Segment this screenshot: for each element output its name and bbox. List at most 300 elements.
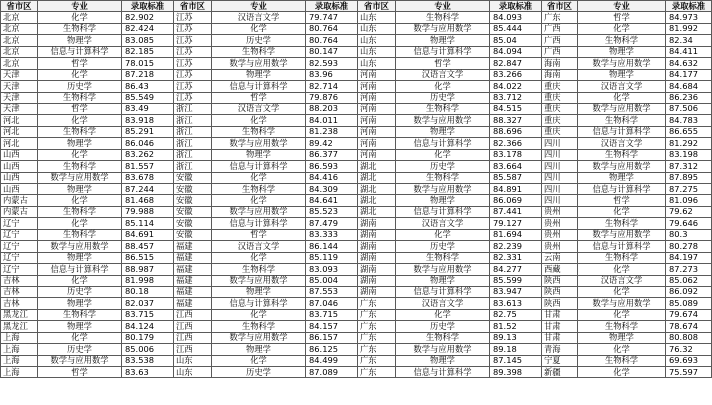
province-cell: 江苏 <box>174 35 212 46</box>
major-cell: 化学 <box>212 172 306 183</box>
score-cell: 76.32 <box>666 344 712 355</box>
score-cell: 83.715 <box>306 309 358 320</box>
province-cell: 湖北 <box>358 195 396 206</box>
table-row <box>1 23 712 34</box>
header-score-2: 录取标准 <box>306 1 358 12</box>
province-cell: 浙江 <box>174 103 212 114</box>
major-cell: 历史学 <box>38 344 122 355</box>
province-cell: 重庆 <box>542 81 578 92</box>
province-cell: 江西 <box>174 309 212 320</box>
table-body <box>1 12 712 378</box>
score-cell: 88.203 <box>306 103 358 114</box>
major-cell: 生物科学 <box>212 184 306 195</box>
major-cell: 信息与计算科学 <box>38 46 122 57</box>
major-cell: 物理学 <box>578 69 666 80</box>
score-cell: 86.43 <box>122 81 174 92</box>
major-cell: 化学 <box>578 23 666 34</box>
major-cell: 信息与计算科学 <box>212 81 306 92</box>
score-cell: 84.124 <box>122 321 174 332</box>
major-cell: 信息与计算科学 <box>212 218 306 229</box>
province-cell: 广东 <box>358 367 396 378</box>
province-cell: 内蒙古 <box>1 206 38 217</box>
province-cell: 北京 <box>1 46 38 57</box>
major-cell: 历史学 <box>38 81 122 92</box>
major-cell: 数学与应用数学 <box>396 264 490 275</box>
province-cell: 江苏 <box>174 46 212 57</box>
major-cell: 数学与应用数学 <box>396 344 490 355</box>
province-cell: 西藏 <box>542 264 578 275</box>
major-cell: 化学 <box>396 149 490 160</box>
table-row <box>1 286 712 297</box>
major-cell: 历史学 <box>38 286 122 297</box>
score-cell: 87.275 <box>666 184 712 195</box>
province-cell: 河南 <box>358 149 396 160</box>
province-cell: 黑龙江 <box>1 321 38 332</box>
major-cell: 物理学 <box>38 138 122 149</box>
province-cell: 四川 <box>542 161 578 172</box>
province-cell: 河南 <box>358 126 396 137</box>
province-cell: 河南 <box>358 92 396 103</box>
province-cell: 江苏 <box>174 23 212 34</box>
score-cell: 84.177 <box>666 69 712 80</box>
score-cell: 84.499 <box>306 355 358 366</box>
major-cell: 化学 <box>38 12 122 23</box>
province-cell: 安徽 <box>174 229 212 240</box>
major-cell: 物理学 <box>396 195 490 206</box>
province-cell: 辽宁 <box>1 218 38 229</box>
table-row <box>1 184 712 195</box>
major-cell: 哲学 <box>212 92 306 103</box>
table-row <box>1 103 712 114</box>
score-cell: 80.179 <box>122 332 174 343</box>
score-cell: 89.13 <box>490 332 542 343</box>
table-row <box>1 321 712 332</box>
major-cell: 生物科学 <box>212 264 306 275</box>
province-cell: 山西 <box>1 161 38 172</box>
province-cell: 四川 <box>542 172 578 183</box>
score-cell: 87.553 <box>306 286 358 297</box>
province-cell: 安徽 <box>174 206 212 217</box>
score-cell: 85.062 <box>666 275 712 286</box>
header-province-2: 省市区 <box>174 1 212 12</box>
province-cell: 广西 <box>542 35 578 46</box>
major-cell: 物理学 <box>578 332 666 343</box>
major-cell: 数学与应用数学 <box>396 184 490 195</box>
province-cell: 安徽 <box>174 195 212 206</box>
major-cell: 汉语言文学 <box>212 12 306 23</box>
province-cell: 江苏 <box>174 69 212 80</box>
score-cell: 87.506 <box>666 103 712 114</box>
major-cell: 数学与应用数学 <box>212 206 306 217</box>
province-cell: 重庆 <box>542 92 578 103</box>
major-cell: 信息与计算科学 <box>212 161 306 172</box>
province-cell: 浙江 <box>174 115 212 126</box>
score-cell: 86.157 <box>306 332 358 343</box>
province-cell: 河南 <box>358 81 396 92</box>
score-cell: 69.693 <box>666 355 712 366</box>
province-cell: 天津 <box>1 92 38 103</box>
province-cell: 吉林 <box>1 286 38 297</box>
major-cell: 物理学 <box>38 252 122 263</box>
score-cell: 83.613 <box>490 298 542 309</box>
major-cell: 化学 <box>578 309 666 320</box>
major-cell: 生物科学 <box>212 126 306 137</box>
table-row <box>1 275 712 286</box>
score-cell: 80.764 <box>306 35 358 46</box>
province-cell: 浙江 <box>174 138 212 149</box>
major-cell: 数学与应用数学 <box>578 58 666 69</box>
score-cell: 86.593 <box>306 161 358 172</box>
province-cell: 江西 <box>174 321 212 332</box>
score-cell: 85.291 <box>122 126 174 137</box>
major-cell: 化学 <box>578 286 666 297</box>
table-row <box>1 195 712 206</box>
major-cell: 物理学 <box>38 184 122 195</box>
score-cell: 85.04 <box>490 35 542 46</box>
province-cell: 安徽 <box>174 184 212 195</box>
score-cell: 75.597 <box>666 367 712 378</box>
table-row <box>1 309 712 320</box>
table-row <box>1 35 712 46</box>
score-cell: 84.641 <box>306 195 358 206</box>
score-cell: 85.089 <box>666 298 712 309</box>
major-cell: 物理学 <box>212 69 306 80</box>
score-cell: 88.696 <box>490 126 542 137</box>
province-cell: 内蒙古 <box>1 195 38 206</box>
major-cell: 生物科学 <box>578 218 666 229</box>
score-cell: 84.684 <box>666 81 712 92</box>
province-cell: 湖北 <box>358 161 396 172</box>
province-cell: 天津 <box>1 69 38 80</box>
score-cell: 84.891 <box>490 184 542 195</box>
score-cell: 82.037 <box>122 298 174 309</box>
table-row <box>1 218 712 229</box>
table-row <box>1 126 712 137</box>
score-cell: 87.312 <box>666 161 712 172</box>
major-cell: 汉语言文学 <box>578 81 666 92</box>
province-cell: 湖南 <box>358 252 396 263</box>
province-cell: 福建 <box>174 275 212 286</box>
major-cell: 生物科学 <box>578 321 666 332</box>
major-cell: 化学 <box>38 115 122 126</box>
score-cell: 79.876 <box>306 92 358 103</box>
province-cell: 四川 <box>542 138 578 149</box>
province-cell: 新疆 <box>542 367 578 378</box>
province-cell: 辽宁 <box>1 264 38 275</box>
province-cell: 江苏 <box>174 58 212 69</box>
table-row <box>1 367 712 378</box>
province-cell: 河南 <box>358 115 396 126</box>
major-cell: 信息与计算科学 <box>396 138 490 149</box>
province-cell: 江苏 <box>174 92 212 103</box>
province-cell: 广东 <box>358 298 396 309</box>
province-cell: 吉林 <box>1 298 38 309</box>
header-major-1: 专业 <box>38 1 122 12</box>
table-row <box>1 69 712 80</box>
score-cell: 83.715 <box>122 309 174 320</box>
major-cell: 哲学 <box>578 195 666 206</box>
province-cell: 四川 <box>542 184 578 195</box>
major-cell: 汉语言文学 <box>396 69 490 80</box>
score-cell: 85.119 <box>306 252 358 263</box>
province-cell: 黑龙江 <box>1 309 38 320</box>
score-cell: 88.987 <box>122 264 174 275</box>
score-cell: 82.847 <box>490 58 542 69</box>
province-cell: 吉林 <box>1 275 38 286</box>
major-cell: 数学与应用数学 <box>578 229 666 240</box>
province-cell: 山西 <box>1 172 38 183</box>
score-cell: 84.094 <box>490 46 542 57</box>
score-cell: 89.398 <box>490 367 542 378</box>
score-cell: 81.992 <box>666 23 712 34</box>
province-cell: 北京 <box>1 58 38 69</box>
province-cell: 陕西 <box>542 298 578 309</box>
table-row <box>1 92 712 103</box>
major-cell: 物理学 <box>578 172 666 183</box>
table-row <box>1 58 712 69</box>
province-cell: 山东 <box>358 35 396 46</box>
province-cell: 浙江 <box>174 161 212 172</box>
score-cell: 81.238 <box>306 126 358 137</box>
table-row <box>1 344 712 355</box>
major-cell: 化学 <box>396 81 490 92</box>
major-cell: 信息与计算科学 <box>396 286 490 297</box>
province-cell: 海南 <box>542 69 578 80</box>
province-cell: 湖南 <box>358 241 396 252</box>
province-cell: 广东 <box>358 355 396 366</box>
score-cell: 87.218 <box>122 69 174 80</box>
score-cell: 89.18 <box>490 344 542 355</box>
major-cell: 化学 <box>578 367 666 378</box>
score-cell: 85.006 <box>122 344 174 355</box>
province-cell: 河北 <box>1 126 38 137</box>
province-cell: 辽宁 <box>1 229 38 240</box>
score-cell: 80.278 <box>666 241 712 252</box>
major-cell: 化学 <box>212 195 306 206</box>
score-cell: 81.096 <box>666 195 712 206</box>
province-cell: 湖北 <box>358 172 396 183</box>
major-cell: 物理学 <box>396 35 490 46</box>
score-cell: 84.691 <box>122 229 174 240</box>
province-cell: 陕西 <box>542 275 578 286</box>
province-cell: 浙江 <box>174 149 212 160</box>
province-cell: 湖南 <box>358 275 396 286</box>
province-cell: 河南 <box>358 103 396 114</box>
score-cell: 86.069 <box>490 195 542 206</box>
province-cell: 福建 <box>174 241 212 252</box>
score-cell: 80.147 <box>306 46 358 57</box>
table-row <box>1 161 712 172</box>
province-cell: 湖南 <box>358 218 396 229</box>
major-cell: 哲学 <box>578 12 666 23</box>
score-cell: 85.523 <box>306 206 358 217</box>
province-cell: 广东 <box>358 332 396 343</box>
major-cell: 哲学 <box>38 103 122 114</box>
header-score-4: 录取标准 <box>666 1 712 12</box>
score-cell: 82.34 <box>666 35 712 46</box>
province-cell: 甘肃 <box>542 309 578 320</box>
score-cell: 84.632 <box>666 58 712 69</box>
major-cell: 生物科学 <box>38 92 122 103</box>
score-cell: 81.292 <box>666 138 712 149</box>
province-cell: 甘肃 <box>542 321 578 332</box>
province-cell: 河北 <box>1 115 38 126</box>
score-cell: 86.144 <box>306 241 358 252</box>
score-cell: 81.998 <box>122 275 174 286</box>
score-cell: 83.678 <box>122 172 174 183</box>
province-cell: 湖北 <box>358 184 396 195</box>
score-cell: 87.089 <box>306 367 358 378</box>
table-row <box>1 115 712 126</box>
major-cell: 化学 <box>38 332 122 343</box>
province-cell: 河北 <box>1 138 38 149</box>
header-province-3: 省市区 <box>358 1 396 12</box>
major-cell: 数学与应用数学 <box>578 103 666 114</box>
province-cell: 海南 <box>542 58 578 69</box>
major-cell: 数学与应用数学 <box>578 298 666 309</box>
major-cell: 生物科学 <box>578 35 666 46</box>
province-cell: 重庆 <box>542 115 578 126</box>
province-cell: 湖南 <box>358 286 396 297</box>
table-row <box>1 12 712 23</box>
province-cell: 上海 <box>1 355 38 366</box>
major-cell: 信息与计算科学 <box>578 241 666 252</box>
major-cell: 历史学 <box>396 92 490 103</box>
score-cell: 83.947 <box>490 286 542 297</box>
province-cell: 上海 <box>1 344 38 355</box>
major-cell: 信息与计算科学 <box>38 264 122 275</box>
score-cell: 86.655 <box>666 126 712 137</box>
major-cell: 历史学 <box>212 367 306 378</box>
score-cell: 87.244 <box>122 184 174 195</box>
score-cell: 82.75 <box>490 309 542 320</box>
major-cell: 物理学 <box>396 355 490 366</box>
header-score-3: 录取标准 <box>490 1 542 12</box>
major-cell: 物理学 <box>578 46 666 57</box>
score-cell: 83.96 <box>306 69 358 80</box>
score-cell: 79.127 <box>490 218 542 229</box>
major-cell: 数学与应用数学 <box>396 115 490 126</box>
province-cell: 山东 <box>358 46 396 57</box>
score-cell: 79.988 <box>122 206 174 217</box>
score-cell: 89.42 <box>306 138 358 149</box>
major-cell: 数学与应用数学 <box>38 355 122 366</box>
major-cell: 生物科学 <box>396 252 490 263</box>
major-cell: 物理学 <box>396 126 490 137</box>
major-cell: 数学与应用数学 <box>396 23 490 34</box>
score-cell: 84.011 <box>306 115 358 126</box>
score-cell: 82.239 <box>490 241 542 252</box>
major-cell: 信息与计算科学 <box>578 184 666 195</box>
major-cell: 生物科学 <box>38 206 122 217</box>
score-cell: 82.366 <box>490 138 542 149</box>
score-cell: 83.093 <box>306 264 358 275</box>
major-cell: 生物科学 <box>38 161 122 172</box>
score-cell: 83.262 <box>122 149 174 160</box>
major-cell: 历史学 <box>396 321 490 332</box>
table-row <box>1 332 712 343</box>
province-cell: 广东 <box>542 12 578 23</box>
major-cell: 生物科学 <box>38 23 122 34</box>
score-cell: 86.125 <box>306 344 358 355</box>
score-cell: 80.18 <box>122 286 174 297</box>
major-cell: 物理学 <box>38 298 122 309</box>
score-cell: 83.712 <box>490 92 542 103</box>
major-cell: 生物科学 <box>38 309 122 320</box>
score-cell: 80.764 <box>306 23 358 34</box>
province-cell: 陕西 <box>542 286 578 297</box>
score-cell: 85.587 <box>490 172 542 183</box>
major-cell: 数学与应用数学 <box>212 58 306 69</box>
province-cell: 江苏 <box>174 81 212 92</box>
score-cell: 84.157 <box>306 321 358 332</box>
score-cell: 81.468 <box>122 195 174 206</box>
province-cell: 福建 <box>174 252 212 263</box>
major-cell: 数学与应用数学 <box>578 161 666 172</box>
major-cell: 物理学 <box>212 286 306 297</box>
score-cell: 88.327 <box>490 115 542 126</box>
major-cell: 历史学 <box>212 35 306 46</box>
province-cell: 山东 <box>358 58 396 69</box>
score-cell: 84.093 <box>490 12 542 23</box>
major-cell: 生物科学 <box>212 321 306 332</box>
score-cell: 81.694 <box>490 229 542 240</box>
province-cell: 贵州 <box>542 206 578 217</box>
province-cell: 山西 <box>1 184 38 195</box>
major-cell: 哲学 <box>38 58 122 69</box>
major-cell: 生物科学 <box>38 229 122 240</box>
major-cell: 生物科学 <box>396 332 490 343</box>
province-cell: 山东 <box>174 367 212 378</box>
score-cell: 81.557 <box>122 161 174 172</box>
major-cell: 生物科学 <box>578 115 666 126</box>
score-cell: 80.3 <box>666 229 712 240</box>
major-cell: 化学 <box>396 309 490 320</box>
major-cell: 化学 <box>578 344 666 355</box>
province-cell: 辽宁 <box>1 252 38 263</box>
score-cell: 79.674 <box>666 309 712 320</box>
major-cell: 汉语言文学 <box>396 298 490 309</box>
score-cell: 87.441 <box>490 206 542 217</box>
score-cell: 86.377 <box>306 149 358 160</box>
header-province-4: 省市区 <box>542 1 578 12</box>
score-cell: 79.747 <box>306 12 358 23</box>
major-cell: 生物科学 <box>396 103 490 114</box>
score-cell: 86.236 <box>666 92 712 103</box>
score-cell: 79.62 <box>666 206 712 217</box>
score-cell: 84.411 <box>666 46 712 57</box>
table-row <box>1 206 712 217</box>
score-cell: 83.085 <box>122 35 174 46</box>
major-cell: 化学 <box>212 355 306 366</box>
table-row <box>1 252 712 263</box>
score-cell: 81.52 <box>490 321 542 332</box>
table-row <box>1 46 712 57</box>
major-cell: 物理学 <box>38 321 122 332</box>
table-row <box>1 229 712 240</box>
score-cell: 85.114 <box>122 218 174 229</box>
major-cell: 汉语言文学 <box>578 275 666 286</box>
score-cell: 84.022 <box>490 81 542 92</box>
major-cell: 哲学 <box>212 229 306 240</box>
score-cell: 82.714 <box>306 81 358 92</box>
major-cell: 数学与应用数学 <box>38 241 122 252</box>
major-cell: 信息与计算科学 <box>396 46 490 57</box>
score-cell: 83.664 <box>490 161 542 172</box>
province-cell: 上海 <box>1 367 38 378</box>
province-cell: 山西 <box>1 149 38 160</box>
score-cell: 83.178 <box>490 149 542 160</box>
